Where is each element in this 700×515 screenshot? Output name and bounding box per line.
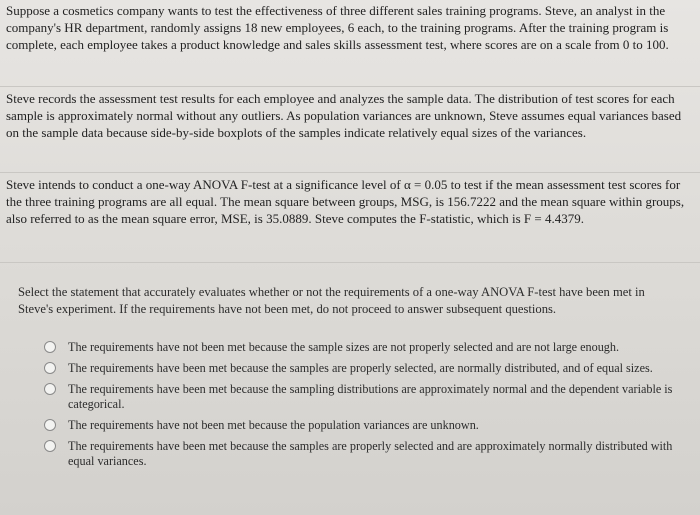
radio-button[interactable]: [44, 383, 56, 395]
divider: [0, 262, 700, 263]
answer-option-label: The requirements have been met because the sampling distributions are approximately normal and the dependent variable is categorical.: [68, 382, 673, 411]
radio-button[interactable]: [44, 419, 56, 431]
answer-option-2[interactable]: [44, 361, 684, 376]
records-paragraph: Steve records the assessment test results for each employee and analyzes the sample data. The distribution of test scores for each sample is approximately normal without any outliers. As population variances are unknown, Steve assumes equal variances based on the sample data because side-by-side boxplots of the samples indicate relatively equal sizes of the variances.: [6, 91, 682, 140]
answer-options: [44, 340, 684, 475]
radio-button[interactable]: [44, 440, 56, 452]
question-prompt: Select the statement that accurately evaluates whether or not the requirements of a one-way ANOVA F-test have been met in Steve's experiment. If the requirements have not been met, do not proceed to answer subsequent questions.: [18, 285, 645, 316]
answer-option-label: The requirements have not been met because the population variances are unknown.: [68, 418, 479, 432]
answer-option-1[interactable]: [44, 340, 684, 355]
answer-option-label: The requirements have not been met because the sample sizes are not properly selected and are not large enough.: [68, 340, 620, 354]
answer-option-3[interactable]: [44, 382, 684, 412]
answer-option-4[interactable]: [44, 418, 684, 433]
divider: [0, 172, 700, 173]
divider: [0, 86, 700, 87]
anova-paragraph: Steve intends to conduct a one-way ANOVA F-test at a significance level of α = 0.05 to test if the mean assessment test scores for the three training programs are all equal. The mean square between groups, MSG, is 156.7222 and the mean square within groups, also referred to as the mean square error, MSE, is 35.0889. Steve computes the F-statistic, which is F = 4.4379.: [6, 177, 685, 226]
radio-button[interactable]: [44, 341, 56, 353]
answer-option-5[interactable]: [44, 439, 684, 469]
intro-paragraph: Suppose a cosmetics company wants to test the effectiveness of three different sales training programs. Steve, an analyst in the company's HR department, randomly assigns 18 new employees, 6 each, to the training programs. After the training program is complete, each employee takes a product knowledge and sales skills assessment test, where scores are on a scale from 0 to 100.: [6, 3, 669, 52]
answer-option-label: The requirements have been met because the samples are properly selected and are approximately normally distributed with equal variances.: [68, 439, 673, 468]
radio-button[interactable]: [44, 362, 56, 374]
answer-option-label: The requirements have been met because the samples are properly selected, are normally distributed, and of equal sizes.: [68, 361, 653, 375]
